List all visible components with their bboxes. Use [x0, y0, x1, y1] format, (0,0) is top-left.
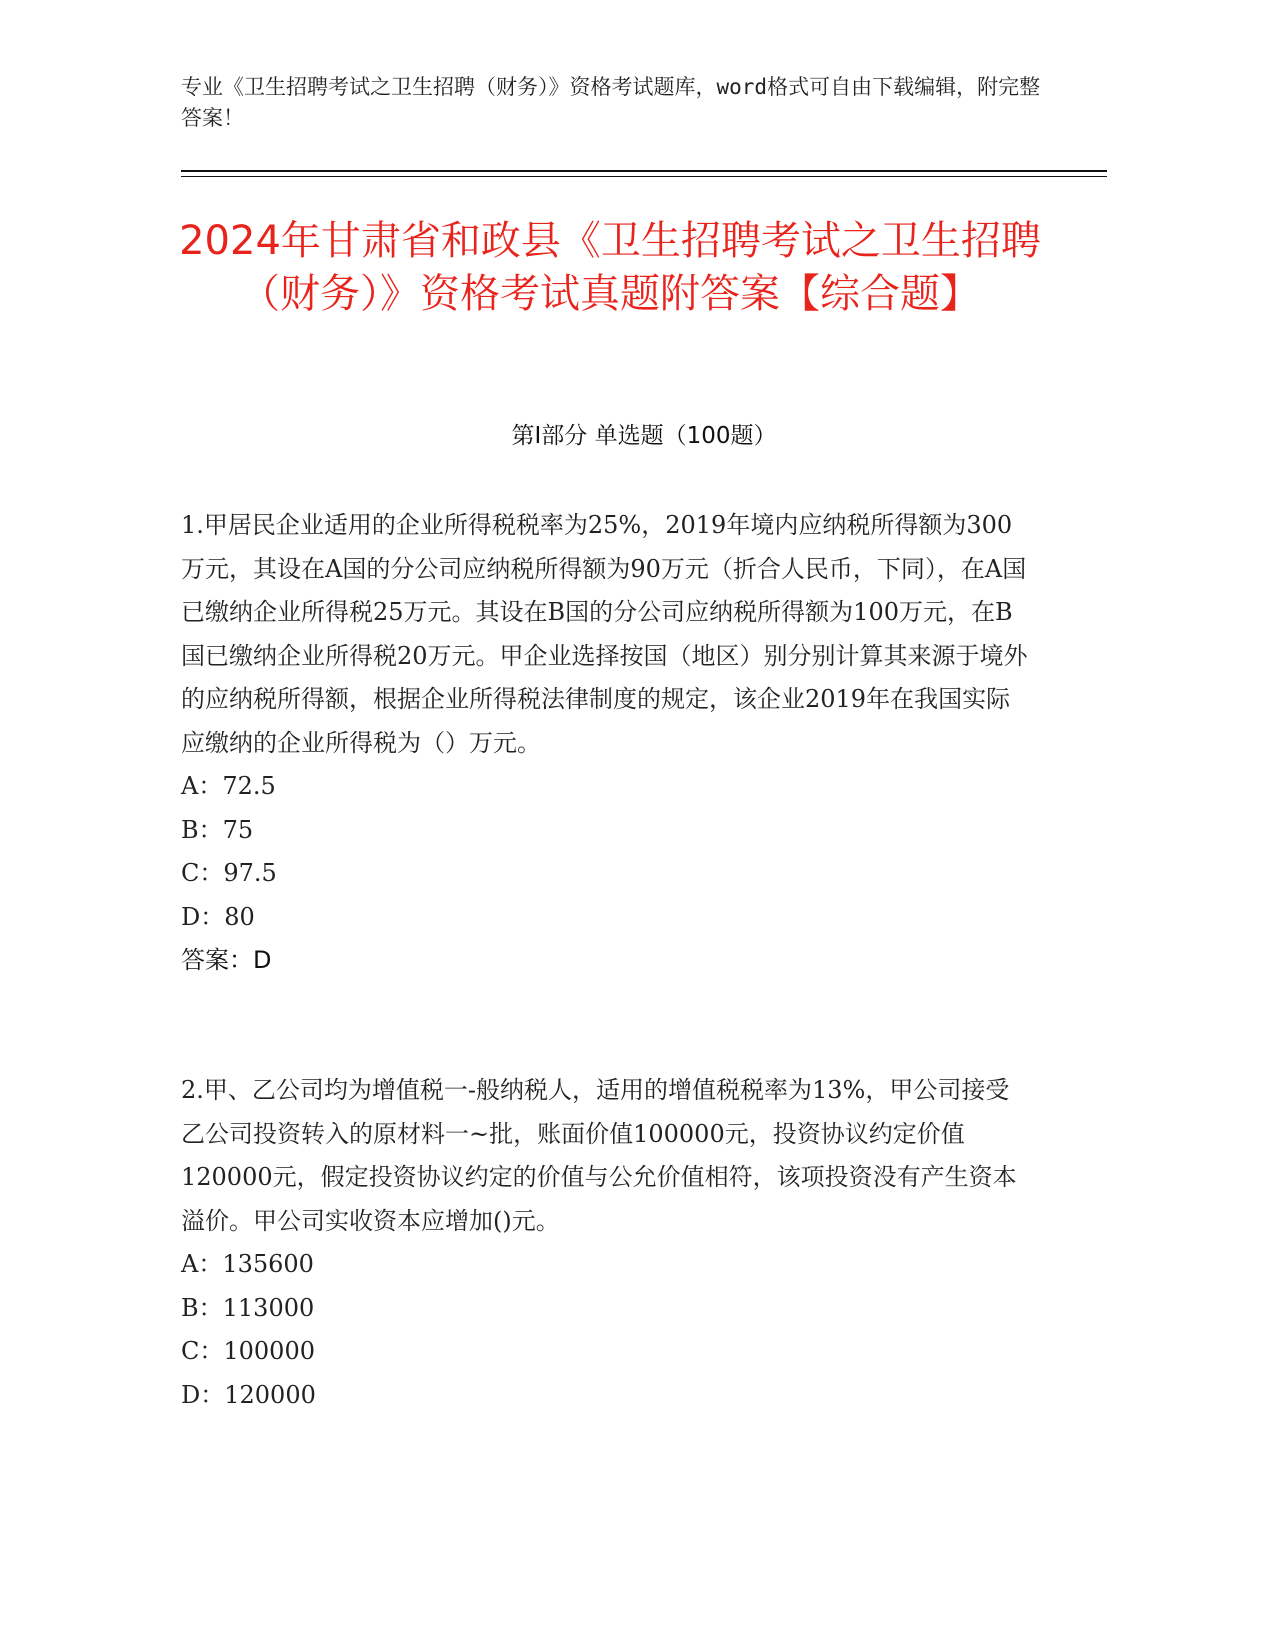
header-note: 专业《卫生招聘考试之卫生招聘（财务）》资格考试题库，word格式可自由下载编辑，附完整答案！ — [181, 75, 1041, 130]
question-stem: 1.甲居民企业适用的企业所得税税率为25%，2019年境内应纳税所得额为300万元，其设在A国的分公司应纳税所得额为90万元（折合人民币，下同），在A国已缴纳企业所得税25万元。其设在B国的分公司应纳税所得额为100万元，在B国已缴纳企业所得税20万元。甲企业选择按国（地区）别分别计算其来源于境外的应纳税所得额，根据企业所得税法律制度的规定，该企业2019年在我国实际应缴纳的企业所得税为（）万元。 — [181, 511, 1028, 757]
section-title: 第I部分 单选题（100题） — [511, 423, 777, 449]
document-title: 2024年甘肃省和政县《卫生招聘考试之卫生招聘（财务）》资格考试真题附答案【综合题】 — [179, 218, 1041, 317]
question-stem: 2.甲、乙公司均为增值税一-般纳税人，适用的增值税税率为13%，甲公司接受乙公司投资转入的原材料一~批，账面价值100000元，投资协议约定价值120000元，假定投资协议约定的价值与公允价值相符，该项投资没有产生资本溢价。甲公司实收资本应增加()元。 — [181, 1076, 1017, 1235]
option-b: B：113000 — [181, 1293, 315, 1322]
option-a: A：135600 — [181, 1250, 314, 1278]
header-divider-thick — [181, 170, 1107, 172]
option-a: A：72.5 — [181, 772, 276, 800]
option-c: C：97.5 — [181, 859, 277, 887]
answer-label: 答案：D — [181, 946, 272, 974]
option-c: C：100000 — [181, 1337, 315, 1365]
option-d: D：80 — [181, 902, 255, 931]
option-b: B：75 — [181, 815, 254, 844]
header-divider-thin — [181, 176, 1107, 177]
question-1 — [181, 504, 1031, 983]
question-2 — [181, 1069, 1031, 1417]
option-d: D：120000 — [181, 1380, 316, 1409]
